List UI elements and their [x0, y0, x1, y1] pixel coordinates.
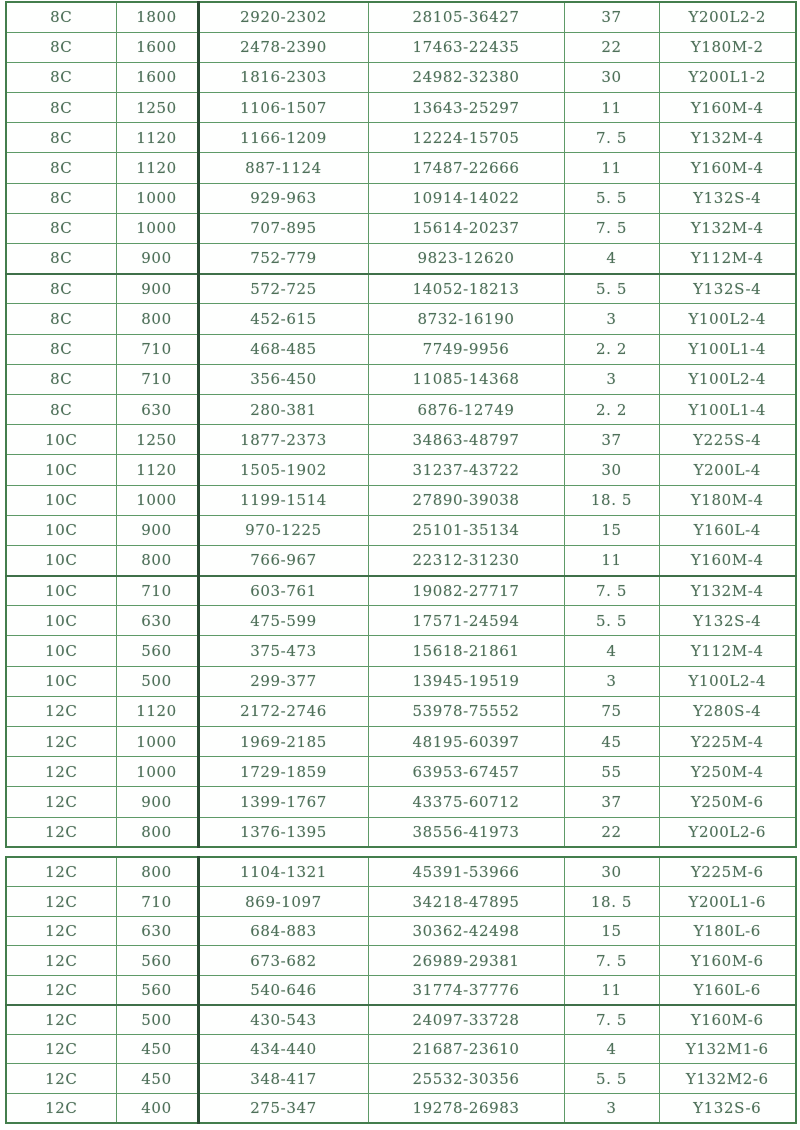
table-cell: Y200L2-6 [659, 817, 796, 847]
table-cell: 7. 5 [564, 576, 659, 606]
table-cell: Y132M-4 [659, 576, 796, 606]
table-cell: 299-377 [198, 666, 368, 696]
table-cell: 30 [564, 62, 659, 92]
table-row [6, 213, 796, 243]
table-cell: Y180M-4 [659, 485, 796, 515]
table-cell: 53978-75552 [368, 696, 564, 726]
table-cell: 1800 [116, 2, 198, 32]
table-cell: 12C [6, 946, 116, 976]
table-cell: Y200L1-2 [659, 62, 796, 92]
table-cell: 1816-2303 [198, 62, 368, 92]
table-cell: 400 [116, 1093, 198, 1123]
table-cell: 15 [564, 515, 659, 545]
table-row [6, 727, 796, 757]
table-row [6, 394, 796, 424]
table-cell: 900 [116, 787, 198, 817]
table-cell: 24982-32380 [368, 62, 564, 92]
table-cell: 1600 [116, 32, 198, 62]
table-cell: 12C [6, 857, 116, 887]
table-cell: 12C [6, 696, 116, 726]
table-cell: 11085-14368 [368, 364, 564, 394]
table-cell: 375-473 [198, 636, 368, 666]
table-cell: 37 [564, 2, 659, 32]
table-cell: 10C [6, 515, 116, 545]
table-cell: 1000 [116, 485, 198, 515]
table-cell: 800 [116, 545, 198, 575]
table-cell: 19278-26983 [368, 1093, 564, 1123]
table-cell: 31774-37776 [368, 975, 564, 1005]
table-cell: 17463-22435 [368, 32, 564, 62]
spec-table-top-body [6, 2, 796, 847]
table-cell: 475-599 [198, 606, 368, 636]
table-cell: 8C [6, 2, 116, 32]
table-cell: Y200L2-2 [659, 2, 796, 32]
table-cell: 34218-47895 [368, 887, 564, 917]
table-cell: 18. 5 [564, 485, 659, 515]
table-row [6, 334, 796, 364]
table-cell: 27890-39038 [368, 485, 564, 515]
table-cell: Y100L1-4 [659, 334, 796, 364]
table-cell: 450 [116, 1064, 198, 1094]
table-cell: 8C [6, 62, 116, 92]
table-cell: 8C [6, 334, 116, 364]
table-cell: 630 [116, 606, 198, 636]
table-cell: Y280S-4 [659, 696, 796, 726]
table-row [6, 62, 796, 92]
table-cell: Y100L1-4 [659, 394, 796, 424]
table-cell: 450 [116, 1034, 198, 1064]
table-cell: 4 [564, 1034, 659, 1064]
table-cell: 2920-2302 [198, 2, 368, 32]
table-row [6, 817, 796, 847]
table-cell: 5. 5 [564, 606, 659, 636]
table-cell: 63953-67457 [368, 757, 564, 787]
table-cell: Y100L2-4 [659, 304, 796, 334]
table-cell: 15614-20237 [368, 213, 564, 243]
table-row [6, 304, 796, 334]
table-cell: Y160M-6 [659, 946, 796, 976]
table-row [6, 545, 796, 575]
table-row [6, 975, 796, 1005]
spec-table-bottom-body [6, 857, 796, 1123]
table-cell: 434-440 [198, 1034, 368, 1064]
table-cell: 3 [564, 1093, 659, 1123]
table-cell: 6876-12749 [368, 394, 564, 424]
table-row [6, 576, 796, 606]
table-cell: 3 [564, 364, 659, 394]
table-cell: 2478-2390 [198, 32, 368, 62]
table-cell: 11 [564, 975, 659, 1005]
table-cell: 31237-43722 [368, 455, 564, 485]
table-cell: Y250M-6 [659, 787, 796, 817]
table-cell: 8C [6, 32, 116, 62]
table-cell: 1120 [116, 153, 198, 183]
table-cell: Y100L2-4 [659, 364, 796, 394]
table-row [6, 1093, 796, 1123]
table-cell: Y132M-4 [659, 123, 796, 153]
table-cell: 603-761 [198, 576, 368, 606]
table-cell: Y132S-6 [659, 1093, 796, 1123]
table-cell: 12C [6, 1064, 116, 1094]
table-cell: Y250M-4 [659, 757, 796, 787]
table-cell: 26989-29381 [368, 946, 564, 976]
table-cell: 37 [564, 787, 659, 817]
table-cell: 1600 [116, 62, 198, 92]
table-cell: Y200L1-6 [659, 887, 796, 917]
table-row [6, 916, 796, 946]
table-cell: 22 [564, 32, 659, 62]
table-cell: 13643-25297 [368, 93, 564, 123]
table-cell: 8C [6, 123, 116, 153]
table-cell: 22 [564, 817, 659, 847]
table-cell: Y132S-4 [659, 606, 796, 636]
table-cell: 12C [6, 916, 116, 946]
table-cell: Y225M-4 [659, 727, 796, 757]
table-row [6, 1064, 796, 1094]
table-row [6, 606, 796, 636]
table-cell: 25101-35134 [368, 515, 564, 545]
table-cell: 500 [116, 666, 198, 696]
table-row [6, 274, 796, 304]
table-cell: 1000 [116, 727, 198, 757]
table-cell: 30 [564, 455, 659, 485]
table-cell: 4 [564, 244, 659, 274]
table-cell: 7749-9956 [368, 334, 564, 364]
table-cell: Y112M-4 [659, 636, 796, 666]
table-cell: Y160L-6 [659, 975, 796, 1005]
table-cell: 28105-36427 [368, 2, 564, 32]
table-cell: 800 [116, 304, 198, 334]
table-row [6, 757, 796, 787]
table-row [6, 425, 796, 455]
table-cell: Y132M-4 [659, 213, 796, 243]
spec-table-top [5, 1, 797, 848]
table-cell: 8C [6, 244, 116, 274]
table-cell: 5. 5 [564, 274, 659, 304]
table-cell: 10C [6, 606, 116, 636]
table-cell: 18. 5 [564, 887, 659, 917]
table-row [6, 857, 796, 887]
table-cell: 1877-2373 [198, 425, 368, 455]
table-gap [5, 848, 800, 856]
table-cell: 34863-48797 [368, 425, 564, 455]
table-cell: 75 [564, 696, 659, 726]
table-cell: 1250 [116, 93, 198, 123]
table-cell: 48195-60397 [368, 727, 564, 757]
table-cell: 1969-2185 [198, 727, 368, 757]
table-row [6, 1005, 796, 1035]
table-cell: 22312-31230 [368, 545, 564, 575]
table-cell: 900 [116, 515, 198, 545]
table-cell: 800 [116, 857, 198, 887]
table-cell: 10C [6, 425, 116, 455]
table-cell: 25532-30356 [368, 1064, 564, 1094]
table-cell: Y112M-4 [659, 244, 796, 274]
table-cell: 1199-1514 [198, 485, 368, 515]
table-cell: 12C [6, 787, 116, 817]
table-cell: 572-725 [198, 274, 368, 304]
table-cell: 280-381 [198, 394, 368, 424]
table-cell: 10C [6, 636, 116, 666]
table-cell: Y160M-4 [659, 93, 796, 123]
table-cell: 630 [116, 394, 198, 424]
table-cell: 684-883 [198, 916, 368, 946]
table-row [6, 946, 796, 976]
table-cell: 10C [6, 485, 116, 515]
table-cell: 348-417 [198, 1064, 368, 1094]
table-cell: 24097-33728 [368, 1005, 564, 1035]
table-cell: Y180L-6 [659, 916, 796, 946]
table-cell: 14052-18213 [368, 274, 564, 304]
table-cell: 752-779 [198, 244, 368, 274]
table-cell: 11 [564, 153, 659, 183]
table-cell: Y100L2-4 [659, 666, 796, 696]
table-cell: 30 [564, 857, 659, 887]
table-cell: 12C [6, 757, 116, 787]
table-cell: 560 [116, 946, 198, 976]
table-cell: 12C [6, 887, 116, 917]
table-cell: 12C [6, 727, 116, 757]
table-cell: 8C [6, 274, 116, 304]
table-cell: 452-615 [198, 304, 368, 334]
table-cell: 10C [6, 455, 116, 485]
table-cell: 900 [116, 244, 198, 274]
table-cell: Y225M-6 [659, 857, 796, 887]
table-cell: 800 [116, 817, 198, 847]
table-row [6, 93, 796, 123]
table-cell: 12C [6, 1093, 116, 1123]
table-cell: 7. 5 [564, 1005, 659, 1035]
table-row [6, 364, 796, 394]
table-cell: 11 [564, 93, 659, 123]
table-cell: 1250 [116, 425, 198, 455]
table-cell: 10C [6, 666, 116, 696]
table-row [6, 787, 796, 817]
table-cell: Y132M1-6 [659, 1034, 796, 1064]
table-cell: 17487-22666 [368, 153, 564, 183]
table-cell: 710 [116, 887, 198, 917]
table-cell: 1505-1902 [198, 455, 368, 485]
table-row [6, 32, 796, 62]
table-cell: 1106-1507 [198, 93, 368, 123]
table-cell: 7. 5 [564, 213, 659, 243]
table-cell: 710 [116, 576, 198, 606]
table-cell: 1120 [116, 696, 198, 726]
table-cell: 5. 5 [564, 183, 659, 213]
table-cell: 887-1124 [198, 153, 368, 183]
table-cell: 1000 [116, 183, 198, 213]
table-cell: 1000 [116, 757, 198, 787]
table-cell: 2. 2 [564, 394, 659, 424]
table-cell: 10C [6, 576, 116, 606]
table-cell: 9823-12620 [368, 244, 564, 274]
table-cell: 8732-16190 [368, 304, 564, 334]
spec-table-bottom [5, 856, 797, 1124]
table-cell: 8C [6, 364, 116, 394]
table-cell: 12224-15705 [368, 123, 564, 153]
table-cell: 2172-2746 [198, 696, 368, 726]
table-cell: 1120 [116, 123, 198, 153]
table-cell: 1729-1859 [198, 757, 368, 787]
table-row [6, 183, 796, 213]
table-cell: 43375-60712 [368, 787, 564, 817]
table-cell: 500 [116, 1005, 198, 1035]
table-cell: 15 [564, 916, 659, 946]
table-cell: 630 [116, 916, 198, 946]
table-row [6, 153, 796, 183]
table-cell: 4 [564, 636, 659, 666]
table-cell: 468-485 [198, 334, 368, 364]
table-cell: 540-646 [198, 975, 368, 1005]
table-cell: 10914-14022 [368, 183, 564, 213]
table-row [6, 887, 796, 917]
table-cell: 12C [6, 1034, 116, 1064]
table-cell: 7. 5 [564, 123, 659, 153]
table-cell: 1000 [116, 213, 198, 243]
table-cell: 8C [6, 153, 116, 183]
table-cell: 430-543 [198, 1005, 368, 1035]
table-cell: 8C [6, 93, 116, 123]
table-cell: 17571-24594 [368, 606, 564, 636]
table-cell: Y132M2-6 [659, 1064, 796, 1094]
table-row [6, 696, 796, 726]
table-cell: 37 [564, 425, 659, 455]
table-cell: 710 [116, 364, 198, 394]
table-cell: 12C [6, 817, 116, 847]
table-cell: 21687-23610 [368, 1034, 564, 1064]
table-cell: 1120 [116, 455, 198, 485]
table-cell: 275-347 [198, 1093, 368, 1123]
table-row [6, 515, 796, 545]
table-cell: Y132S-4 [659, 183, 796, 213]
table-row [6, 485, 796, 515]
table-cell: 869-1097 [198, 887, 368, 917]
table-cell: Y160M-4 [659, 545, 796, 575]
table-row [6, 666, 796, 696]
table-cell: Y132S-4 [659, 274, 796, 304]
table-cell: 15618-21861 [368, 636, 564, 666]
table-cell: 560 [116, 975, 198, 1005]
table-cell: 7. 5 [564, 946, 659, 976]
table-cell: 5. 5 [564, 1064, 659, 1094]
table-cell: 3 [564, 304, 659, 334]
table-row [6, 123, 796, 153]
table-cell: 1399-1767 [198, 787, 368, 817]
table-cell: 55 [564, 757, 659, 787]
table-cell: Y160M-6 [659, 1005, 796, 1035]
table-cell: 45391-53966 [368, 857, 564, 887]
table-cell: Y225S-4 [659, 425, 796, 455]
table-row [6, 455, 796, 485]
table-cell: 11 [564, 545, 659, 575]
table-cell: 970-1225 [198, 515, 368, 545]
table-cell: 356-450 [198, 364, 368, 394]
table-cell: 8C [6, 394, 116, 424]
table-cell: 30362-42498 [368, 916, 564, 946]
table-cell: Y160L-4 [659, 515, 796, 545]
table-cell: 38556-41973 [368, 817, 564, 847]
table-cell: Y200L-4 [659, 455, 796, 485]
table-row [6, 244, 796, 274]
table-cell: 900 [116, 274, 198, 304]
table-cell: 12C [6, 975, 116, 1005]
table-cell: 12C [6, 1005, 116, 1035]
table-cell: 707-895 [198, 213, 368, 243]
table-cell: 766-967 [198, 545, 368, 575]
table-cell: Y160M-4 [659, 153, 796, 183]
table-row [6, 1034, 796, 1064]
table-cell: 8C [6, 213, 116, 243]
table-cell: 1104-1321 [198, 857, 368, 887]
table-cell: 673-682 [198, 946, 368, 976]
table-cell: 8C [6, 183, 116, 213]
table-cell: Y180M-2 [659, 32, 796, 62]
table-cell: 2. 2 [564, 334, 659, 364]
table-cell: 13945-19519 [368, 666, 564, 696]
table-cell: 710 [116, 334, 198, 364]
table-row [6, 636, 796, 666]
table-cell: 10C [6, 545, 116, 575]
table-cell: 560 [116, 636, 198, 666]
table-cell: 929-963 [198, 183, 368, 213]
table-cell: 19082-27717 [368, 576, 564, 606]
table-cell: 1376-1395 [198, 817, 368, 847]
table-cell: 45 [564, 727, 659, 757]
table-row [6, 2, 796, 32]
table-cell: 1166-1209 [198, 123, 368, 153]
table-cell: 8C [6, 304, 116, 334]
table-cell: 3 [564, 666, 659, 696]
